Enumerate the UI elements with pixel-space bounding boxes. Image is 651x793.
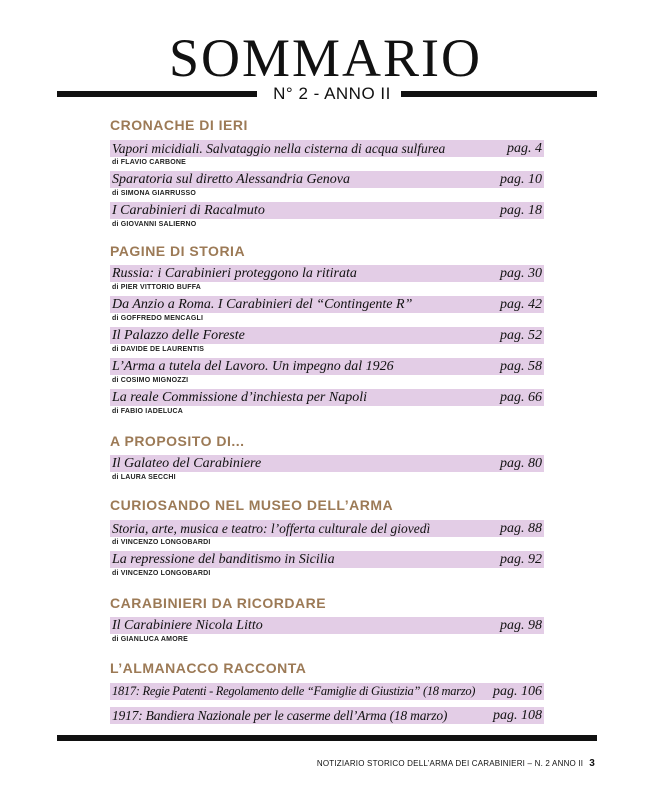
entry-title: Da Anzio a Roma. I Carabinieri del “Contingente R”	[112, 297, 413, 312]
section-heading: A PROPOSITO DI...	[110, 433, 245, 449]
subtitle-rule-right	[401, 91, 597, 97]
entry-title: I Carabinieri di Racalmuto	[112, 203, 265, 218]
entry-author: di GIOVANNI SALIERNO	[112, 221, 197, 228]
entry-title: 1817: Regie Patenti - Regolamento delle “Famiglie di Giustizia” (18 marzo)	[112, 684, 476, 698]
entry-author: di COSIMO MIGNOZZI	[112, 377, 189, 384]
toc-entry[interactable]	[110, 707, 544, 724]
toc-entry[interactable]	[110, 202, 544, 230]
entry-author: di FLAVIO CARBONE	[112, 159, 187, 166]
page-footer	[317, 758, 595, 769]
entry-title: Russia: i Carabinieri proteggono la ritirata	[112, 266, 357, 281]
entry-page: pag. 42	[500, 297, 542, 312]
toc-entry[interactable]	[110, 520, 544, 548]
entry-page: pag. 18	[500, 203, 542, 218]
entry-author: di PIER VITTORIO BUFFA	[112, 284, 202, 291]
toc-entry[interactable]	[110, 683, 544, 700]
table-of-contents	[110, 116, 544, 724]
section-heading: CURIOSANDO NEL MUSEO DELL’ARMA	[110, 497, 394, 513]
entry-author: di LAURA SECCHI	[112, 474, 176, 481]
section-heading: CRONACHE DI IERI	[110, 117, 248, 133]
toc-entry[interactable]	[110, 265, 544, 293]
subtitle-row	[57, 84, 597, 106]
toc-entry[interactable]	[110, 455, 544, 483]
entry-highlight	[110, 265, 544, 282]
entry-title: La reale Commissione d’inchiesta per Napoli	[112, 390, 367, 405]
toc-entry[interactable]	[110, 389, 544, 417]
entry-author: di FABIO IADELUCA	[112, 408, 184, 415]
bottom-rule	[57, 735, 597, 741]
toc-entry[interactable]	[110, 327, 544, 355]
toc-entry[interactable]	[110, 171, 544, 199]
entry-title: Il Galateo del Carabiniere	[112, 456, 262, 471]
entry-highlight	[110, 617, 544, 634]
toc-entry[interactable]	[110, 617, 544, 645]
entry-highlight	[110, 520, 544, 537]
entry-author: di GIANLUCA AMORE	[112, 636, 188, 643]
toc-entry[interactable]	[110, 551, 544, 579]
entry-author: di GOFFREDO MENCAGLI	[112, 315, 204, 322]
footer-text: NOTIZIARIO STORICO DELL’ARMA DEI CARABINIERI – N. 2 ANNO II	[316, 759, 584, 768]
entry-page: pag. 98	[500, 618, 542, 633]
toc-entry[interactable]	[110, 296, 544, 324]
entry-title: Il Carabiniere Nicola Litto	[112, 618, 263, 633]
toc-entry[interactable]	[110, 358, 544, 386]
entry-author: di VINCENZO LONGOBARDI	[112, 539, 211, 546]
section-heading: CARABINIERI DA RICORDARE	[110, 595, 327, 611]
entry-page: pag. 52	[500, 328, 542, 343]
entry-page: pag. 106	[493, 684, 542, 699]
page-title: SOMMARIO	[168, 28, 483, 88]
entry-page: pag. 80	[500, 456, 542, 471]
entry-page: pag. 4	[507, 141, 542, 156]
entry-title: Sparatoria sul diretto Alessandria Genova	[112, 172, 350, 187]
entry-highlight	[110, 358, 544, 375]
entry-page: pag. 108	[493, 708, 542, 723]
entry-highlight	[110, 296, 544, 313]
entry-author: di DAVIDE DE LAURENTIS	[112, 346, 205, 353]
entry-page: pag. 92	[500, 552, 542, 567]
subtitle-rule-left	[57, 91, 257, 97]
entry-highlight	[110, 551, 544, 568]
section-heading: L’ALMANACCO RACCONTA	[110, 660, 307, 676]
entry-highlight	[110, 202, 544, 219]
entry-highlight	[110, 683, 544, 700]
entry-highlight	[110, 140, 544, 157]
entry-title: Il Palazzo delle Foreste	[112, 328, 245, 343]
entry-page: pag. 10	[500, 172, 542, 187]
entry-title: L’Arma a tutela del Lavoro. Un impegno dal 1926	[112, 359, 394, 374]
entry-page: pag. 88	[500, 521, 542, 536]
entry-page: pag. 58	[500, 359, 542, 374]
entry-title: La repressione del banditismo in Sicilia	[112, 552, 335, 567]
entry-title: Storia, arte, musica e teatro: l’offerta culturale del giovedì	[112, 521, 431, 536]
entry-author: di SIMONA GIARRUSSO	[112, 190, 197, 197]
entry-highlight	[110, 455, 544, 472]
toc-entry[interactable]	[110, 140, 544, 168]
entry-page: pag. 30	[500, 266, 542, 281]
page-number: 3	[589, 758, 595, 769]
entry-page: pag. 66	[500, 390, 542, 405]
entry-highlight	[110, 327, 544, 344]
entry-highlight	[110, 389, 544, 406]
entry-title: Vapori micidiali. Salvataggio nella cisterna di acqua sulfurea	[112, 141, 446, 156]
entry-title: 1917: Bandiera Nazionale per le caserme dell’Arma (18 marzo)	[112, 708, 448, 723]
entry-highlight	[110, 707, 544, 724]
entry-author: di VINCENZO LONGOBARDI	[112, 570, 211, 577]
issue-subtitle: N° 2 - ANNO II	[273, 84, 391, 103]
section-heading: PAGINE DI STORIA	[110, 243, 246, 259]
entry-highlight	[110, 171, 544, 188]
